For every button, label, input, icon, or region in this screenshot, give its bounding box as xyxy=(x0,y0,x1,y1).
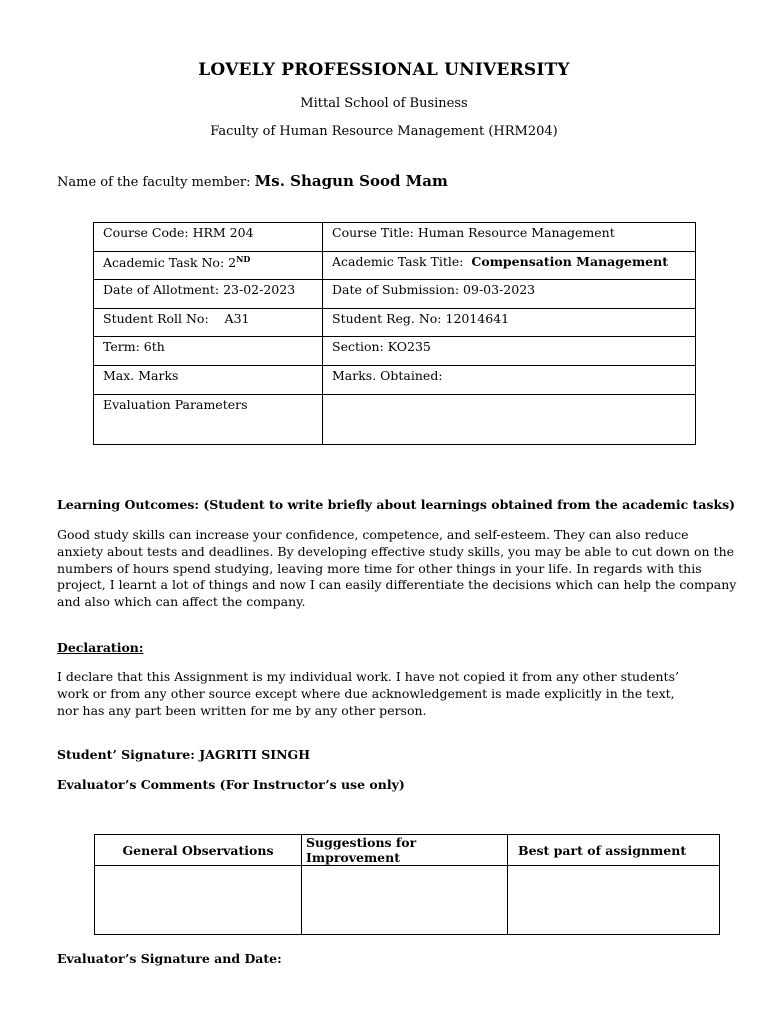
table-header-row xyxy=(95,835,720,866)
faculty-member-label: Name of the faculty member: xyxy=(57,175,251,190)
declaration-line: work or from any other source except where due acknowledgement is made explicitly in the text, xyxy=(57,686,675,701)
evaluator-signature: Evaluator’s Signature and Date: xyxy=(57,951,282,966)
course-info-table xyxy=(93,222,696,445)
table-row xyxy=(95,866,720,935)
school-name: Mittal School of Business xyxy=(300,96,468,111)
section-cell: Section: KO235 xyxy=(323,337,696,366)
course-code-cell: Course Code: HRM 204 xyxy=(94,223,323,252)
evaluation-parameters-cell: Evaluation Parameters xyxy=(94,394,323,444)
course-title-cell: Course Title: Human Resource Management xyxy=(323,223,696,252)
suggestions-header: Suggestions for Improvement xyxy=(302,835,508,866)
roll-no-cell: Student Roll No: A31 xyxy=(94,308,323,337)
task-no-cell xyxy=(94,251,323,280)
table-row xyxy=(94,394,696,444)
date-submission-cell: Date of Submission: 09-03-2023 xyxy=(323,280,696,309)
task-no-superscript: ND xyxy=(236,253,251,264)
task-title-label: Academic Task Title: xyxy=(332,253,464,269)
best-part-header: Best part of assignment xyxy=(508,835,720,866)
university-title: LOVELY PROFESSIONAL UNIVERSITY xyxy=(198,60,570,80)
evaluation-parameters-value-cell xyxy=(323,394,696,444)
faculty-name: Faculty of Human Resource Management (HRM204) xyxy=(210,124,558,139)
max-marks-cell: Max. Marks xyxy=(94,365,323,394)
learning-outcomes-body: Good study skills can increase your confidence, competence, and self-esteem. They can also reduce anxiety about tests and deadlines. By developing effective study skills, you may be able to cut down on the numbers of hours spend studying, leaving more time for other things in your life. In regards with this project, I learnt a lot of things and now I can easily differentiate the decisions which can help the company and also which can affect the company. xyxy=(57,527,737,610)
student-signature: Student’ Signature: JAGRITI SINGH xyxy=(57,747,311,762)
table-row xyxy=(94,251,696,280)
marks-obtained-cell: Marks. Obtained: xyxy=(323,365,696,394)
declaration-line: I declare that this Assignment is my individual work. I have not copied it from any other students’ xyxy=(57,669,679,684)
evaluator-comments-heading: Evaluator’s Comments (For Instructor’s use only) xyxy=(57,777,405,792)
declaration-line: nor has any part been written for me by any other person. xyxy=(57,703,427,718)
table-row xyxy=(94,280,696,309)
faculty-member-name: Ms. Shagun Sood Mam xyxy=(254,172,448,190)
table-row xyxy=(94,308,696,337)
table-row xyxy=(94,337,696,366)
term-cell: Term: 6th xyxy=(94,337,323,366)
table-row xyxy=(94,365,696,394)
suggestions-cell xyxy=(302,866,508,935)
date-allotment-cell: Date of Allotment: 23-02-2023 xyxy=(94,280,323,309)
declaration-heading: Declaration: xyxy=(57,640,144,655)
learning-outcomes-heading: Learning Outcomes: (Student to write briefly about learnings obtained from the academic tasks) xyxy=(57,497,736,512)
evaluator-table xyxy=(94,834,720,935)
task-title-cell xyxy=(323,251,696,280)
general-observations-header: General Observations xyxy=(95,835,302,866)
faculty-member-line xyxy=(57,172,448,190)
task-title-value: Compensation Management xyxy=(471,253,668,269)
reg-no-cell: Student Reg. No: 12014641 xyxy=(323,308,696,337)
task-no-label: Academic Task No: 2 xyxy=(103,254,237,270)
best-part-cell xyxy=(508,866,720,935)
table-row xyxy=(94,223,696,252)
declaration-body xyxy=(57,668,717,719)
general-observations-cell xyxy=(95,866,302,935)
